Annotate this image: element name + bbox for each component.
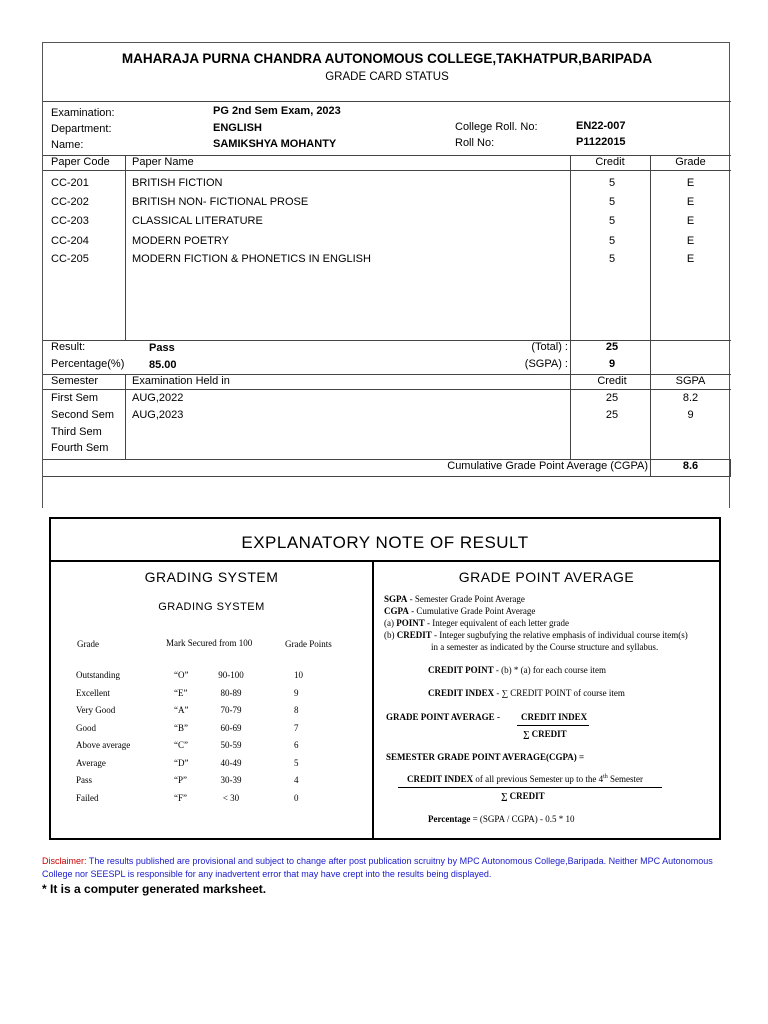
percentage-value: 85.00 <box>149 359 177 371</box>
grade-marks-range: 50-59 <box>220 740 242 750</box>
total-label: (Total) : <box>531 341 568 353</box>
grade-letter: “P” <box>174 775 187 785</box>
paper-credit: 5 <box>608 177 616 189</box>
credit-prefix: (b) <box>384 630 397 640</box>
cgpa-numerator-term: CREDIT INDEX <box>407 774 474 784</box>
sgpa-term: SGPA <box>384 594 408 604</box>
paper-grade: E <box>686 235 695 247</box>
paper-credit: 5 <box>608 235 616 247</box>
result-value: Pass <box>149 342 175 354</box>
paper-name-header: Paper Name <box>132 156 194 168</box>
grade-marks-range: 40-49 <box>220 757 242 768</box>
exam-held-header: Examination Held in <box>132 375 230 387</box>
paper-name: CLASSICAL LITERATURE <box>132 215 263 227</box>
college-roll-label: College Roll. No: <box>455 121 538 133</box>
cgpa-value: 8.6 <box>682 460 699 472</box>
paper-code-header: Paper Code <box>51 156 110 168</box>
note-title: EXPLANATORY NOTE OF RESULT <box>241 533 529 552</box>
point-prefix: (a) <box>384 618 397 628</box>
exam-held: AUG,2023 <box>132 409 184 421</box>
semester-sgpa-header: SGPA <box>675 375 706 387</box>
grade-points: 9 <box>294 687 299 698</box>
grade-letter: “F” <box>174 792 187 803</box>
divider <box>43 101 731 102</box>
paper-code: CC-201 <box>51 177 89 189</box>
credit-header: Credit <box>595 156 625 168</box>
divider <box>43 476 731 477</box>
paper-grade: E <box>686 215 695 227</box>
exam-held: AUG,2022 <box>132 392 184 404</box>
semester-name: Third Sem <box>51 426 102 438</box>
grading-system-subtitle: GRADING SYSTEM <box>158 601 265 613</box>
cgpa-numerator-end: Semester <box>607 774 644 784</box>
credit-definition: - Integer sugbufying the relative emphasis of individual course item(s) <box>431 630 688 640</box>
credit-definition-cont: in a semester as indicated by the Course structure and syllabus. <box>431 642 659 652</box>
grading-system-title: GRADING SYSTEM <box>144 569 279 585</box>
grade-marks-range: 80-89 <box>220 687 242 698</box>
name-label: Name: <box>51 139 84 151</box>
grade-letter: “A” <box>174 705 189 715</box>
grade-card <box>42 42 730 508</box>
credit-point-formula: - (b) * (a) for each course item <box>493 665 607 675</box>
fraction-line <box>398 787 662 788</box>
gpa-formula-label: GRADE POINT AVERAGE - <box>386 712 500 722</box>
result-label: Result: <box>51 341 86 353</box>
semester-credit: 25 <box>605 392 619 404</box>
credit-index-term: CREDIT INDEX <box>428 688 495 698</box>
divider <box>372 560 374 840</box>
cgpa-label: Cumulative Grade Point Average (CGPA) <box>447 460 648 472</box>
paper-code: CC-204 <box>51 235 89 247</box>
computer-generated-note: * It is a computer generated marksheet. <box>42 882 267 896</box>
grade-points: 8 <box>294 705 299 715</box>
points-column-header: Grade Points <box>285 639 332 649</box>
grade-name: Above average <box>76 740 131 750</box>
paper-grade: E <box>686 177 695 189</box>
sgpa-value: 9 <box>608 358 616 370</box>
total-value: 25 <box>605 341 619 353</box>
grade-letter: “D” <box>174 757 189 768</box>
grade-column-header: Grade <box>77 639 99 649</box>
grade-marks-range: < 30 <box>222 792 240 803</box>
cgpa-definition: - Cumulative Grade Point Average <box>408 606 536 616</box>
divider <box>125 374 126 459</box>
cgpa-numerator-text: of all previous Semester up to the 4 <box>473 774 604 784</box>
grade-name: Good <box>76 722 96 733</box>
cgpa-denominator: ∑ CREDIT <box>501 791 545 801</box>
grade-points: 6 <box>294 740 299 750</box>
grade-points: 10 <box>294 670 303 680</box>
grade-points: 5 <box>294 757 299 768</box>
percentage-formula: = (SGPA / CGPA) - 0.5 * 10 <box>470 814 575 824</box>
grade-points: 4 <box>294 775 299 785</box>
percentage-term: Percentage <box>428 814 471 824</box>
paper-code: CC-202 <box>51 196 89 208</box>
divider <box>125 155 126 340</box>
semester-credit: 25 <box>605 409 619 421</box>
grade-marks-range: 60-69 <box>220 722 242 733</box>
paper-credit: 5 <box>608 215 616 227</box>
department-label: Department: <box>51 123 112 135</box>
grade-marks-range: 70-79 <box>220 705 242 715</box>
semester-name: Fourth Sem <box>51 442 109 454</box>
paper-credit: 5 <box>608 253 616 265</box>
grade-letter: “O” <box>174 670 189 680</box>
fraction-line <box>517 725 589 726</box>
paper-name: BRITISH NON- FICTIONAL PROSE <box>132 196 309 208</box>
grade-marks-range: 90-100 <box>218 670 244 680</box>
grade-marks-range: 30-39 <box>220 775 242 785</box>
sgpa-label: (SGPA) : <box>524 358 568 370</box>
grade-points: 0 <box>294 792 299 803</box>
semester-name: Second Sem <box>51 409 114 421</box>
grade-point-average-title: GRADE POINT AVERAGE <box>458 569 635 585</box>
paper-credit: 5 <box>608 196 616 208</box>
department-value: ENGLISH <box>213 122 262 134</box>
point-term: POINT <box>396 618 425 628</box>
percentage-label: Percentage(%) <box>51 358 125 370</box>
grade-name: Outstanding <box>76 670 120 680</box>
paper-grade: E <box>686 196 695 208</box>
college-roll-value: EN22-007 <box>576 120 626 132</box>
credit-index-formula: - ∑ CREDIT POINT of course item <box>494 688 625 698</box>
paper-name: BRITISH FICTION <box>132 177 223 189</box>
grade-name: Excellent <box>76 687 110 698</box>
grade-letter: “C” <box>174 740 188 750</box>
grade-name: Pass <box>76 775 93 785</box>
roll-no-label: Roll No: <box>455 137 495 149</box>
credit-term: CREDIT <box>396 630 432 640</box>
semester-sgpa: 8.2 <box>682 392 699 404</box>
grade-name: Very Good <box>76 705 116 715</box>
credit-point-term: CREDIT POINT <box>428 665 494 675</box>
semester-credit-header: Credit <box>597 375 627 387</box>
explanatory-note <box>49 517 721 840</box>
sgpa-formula-label: SEMESTER GRADE POINT AVERAGE(CGPA) = <box>386 752 585 762</box>
paper-grade: E <box>686 253 695 265</box>
divider <box>43 389 731 390</box>
cgpa-term: CGPA <box>384 606 409 616</box>
paper-code: CC-205 <box>51 253 89 265</box>
marks-column-header: Mark Secured from 100 <box>166 638 253 648</box>
gpa-denominator: ∑ CREDIT <box>523 729 567 739</box>
semester-header: Semester <box>51 375 99 387</box>
sgpa-definition: - Semester Grade Point Average <box>407 594 525 604</box>
point-definition: - Integer equivalent of each letter grade <box>424 618 569 628</box>
grade-card-subtitle: GRADE CARD STATUS <box>325 71 449 83</box>
paper-name: MODERN POETRY <box>132 235 229 247</box>
disclaimer <box>42 855 732 881</box>
grade-points: 7 <box>294 722 299 733</box>
cgpa-numerator-sup: th <box>603 774 608 780</box>
divider <box>43 170 731 171</box>
student-name: SAMIKSHYA MOHANTY <box>213 138 337 150</box>
paper-name: MODERN FICTION & PHONETICS IN ENGLISH <box>132 253 371 265</box>
examination-value: PG 2nd Sem Exam, 2023 <box>213 105 341 117</box>
grade-letter: “B” <box>174 722 188 733</box>
college-name: MAHARAJA PURNA CHANDRA AUTONOMOUS COLLEGE,TAKHATPUR,BARIPADA <box>121 51 653 66</box>
grade-name: Failed <box>76 792 99 803</box>
roll-no-value: P1122015 <box>576 136 626 148</box>
disclaimer-label: Disclaimer: <box>42 856 87 866</box>
grade-letter: “E” <box>174 687 188 698</box>
disclaimer-text: The results published are provisional and subject to change after post publication scruitny by MPC Autonomous College,Baripada. Neither MPC Autonomous College nor SEESPL is responsible for any inadvertent error that may have crept into the results being displayed. <box>42 856 713 879</box>
examination-label: Examination: <box>51 107 115 119</box>
gpa-numerator: CREDIT INDEX <box>521 712 588 722</box>
grade-header: Grade <box>675 156 706 168</box>
semester-name: First Sem <box>51 392 99 404</box>
paper-code: CC-203 <box>51 215 89 227</box>
divider <box>51 560 719 562</box>
semester-sgpa: 9 <box>687 409 694 421</box>
grade-name: Average <box>76 757 106 768</box>
